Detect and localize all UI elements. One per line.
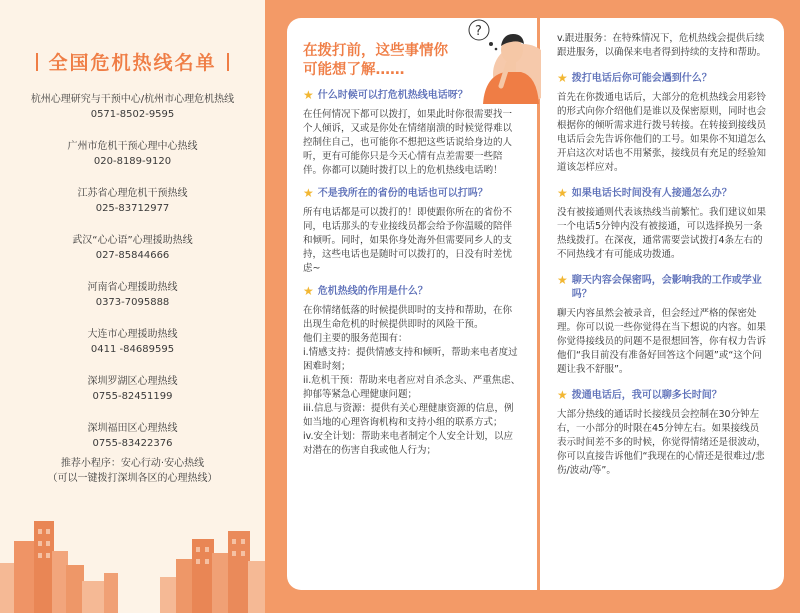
question-call-duration: [557, 389, 767, 403]
answer-hotline-purpose: 在你情绪低落的时候提供即时的支持和帮助，在你出现生命危机的时候提供即时的风险干预。: [303, 305, 513, 330]
hotline-name: 大连市心理援助热线: [87, 329, 178, 340]
hotline-phone: 0755-82451199: [92, 391, 173, 402]
hotline-item: [0, 327, 265, 357]
hotline-name: 深圳罗湖区心理热线: [87, 376, 178, 387]
hotline-list-title-text: 全国危机热线名单: [48, 52, 217, 74]
city-skyline-illustration: [0, 503, 265, 613]
star-icon: ★: [557, 71, 568, 85]
title-bar-left: [36, 53, 38, 71]
hotline-name: 深圳福田区心理热线: [87, 423, 178, 434]
left-column: [303, 24, 521, 458]
intro-heading: 在拨打前，这些事情你可能想了解……: [303, 43, 448, 78]
service-item: i.情感支持：提供情感支持和倾听，帮助来电者度过困难时刻；: [303, 347, 518, 372]
mini-program-name: 推荐小程序：安心行动·安心热线: [60, 458, 205, 469]
mini-program-note: [0, 456, 265, 486]
question-other-province-text: 不是我所在的省份的电话也可以打吗？: [317, 188, 488, 199]
star-icon: ★: [557, 273, 568, 287]
question-no-answer: [557, 187, 767, 201]
answer-call-duration: 大部分热线的通话时长接线员会控制在30分钟左右，一小部分的时限在45分钟左右。如果接线员表示时间差不多的时候，你觉得情绪还是很波动，你可以直接告诉他们“我现在的心情还是很难过/悲伤/波动/等”。: [557, 409, 767, 476]
hotline-item: [0, 374, 265, 404]
hotline-name: 杭州心理研究与干预中心/杭州市心理危机热线: [30, 94, 235, 105]
service-item: iv.安全计划：帮助来电者制定个人安全计划，以应对潜在的伤害自我或他人行为；: [303, 431, 514, 456]
mini-program-desc: （可以一键拨打深圳各区的心理热线）: [47, 473, 218, 484]
answer-other-province: 所有电话都是可以拨打的！即使跟你所在的省份不同，电话那头的专业接线员都会给予你温暖的陪伴和倾听。同时，如果你身处海外但需要同乡人的支持，这些电话也是随时可以拨打的，日没有时差忧虑~: [303, 207, 513, 274]
question-call-duration-text: 拨通电话后，我可以聊多长时间？: [571, 390, 722, 401]
hotline-name: 河南省心理援助热线: [87, 282, 178, 293]
hotline-phone: 0373-7095888: [95, 297, 170, 308]
hotline-list-panel: [0, 0, 265, 613]
hotline-item: [0, 139, 265, 169]
question-when-to-call-text: 什么时候可以打危机热线电话呀？: [317, 90, 468, 101]
hotline-item: [0, 421, 265, 451]
question-confidentiality: [557, 274, 767, 302]
hotline-list: [0, 92, 265, 468]
info-card: [287, 18, 784, 590]
hotline-name: 广州市危机干预心理中心热线: [67, 141, 198, 152]
thinking-person-illustration: [461, 18, 541, 104]
question-other-province: [303, 187, 521, 201]
question-confidentiality-text: 聊天内容会保密吗，会影响我的工作或学业吗？: [571, 275, 762, 300]
hotline-phone: 025-83712977: [95, 203, 170, 214]
hotline-item: [0, 233, 265, 263]
hotline-phone: 0755-83422376: [92, 438, 173, 449]
star-icon: ★: [303, 88, 314, 102]
question-what-to-expect: [557, 72, 767, 86]
question-no-answer-text: 如果电话长时间没有人接通怎么办？: [571, 188, 732, 199]
star-icon: ★: [303, 186, 314, 200]
hotline-list-title: [0, 48, 265, 75]
answer-what-to-expect: 首先在你拨通电话后，大部分的危机热线会用彩铃的形式向你介绍他们是谁以及保密原则，同时也会根据你的倾听需求进行拨号转接。在转接到接线员电话后会先告诉你他们的工号。如果你不知道怎么开启这次对话也不用紧张，接线员有充足的经验知道该怎样应对。: [557, 92, 767, 173]
hotline-item: [0, 92, 265, 122]
answer-when-to-call: 在任何情况下都可以拨打，如果此时你很需要找一个人倾诉，又或是你处在情绪崩溃的时候觉得难以控制住自己，也可能你不想把这些话说给身边的人听，更有可能你只是今天心情有点差需要一些陪伴。你都可以随时拨打以上的危机热线电话哟！: [303, 109, 513, 176]
star-icon: ★: [303, 284, 314, 298]
service-list-intro: 他们主要的服务范围有：: [303, 333, 408, 344]
hotline-item: [0, 280, 265, 310]
svg-text:?: ?: [475, 24, 482, 39]
service-item: iii.信息与资源：提供有关心理健康资源的信息，例如当地的心理咨询机构和支持小组的联系方式；: [303, 403, 514, 428]
answer-no-answer: 没有被接通则代表该热线当前繁忙。我们建议如果一个电话5分钟内没有被接通，可以选择换另一条热线拨打。在深夜，通常需要尝试拨打4条左右的不同热线才有可能成功拨通。: [557, 207, 767, 260]
hotline-name: 武汉“心心语”心理援助热线: [72, 235, 193, 246]
star-icon: ★: [557, 186, 568, 200]
right-column: [557, 32, 767, 478]
question-hotline-purpose-text: 危机热线的作用是什么？: [317, 286, 428, 297]
star-icon: ★: [557, 388, 568, 402]
answer-confidentiality: 聊天内容虽然会被录音，但会经过严格的保密处理。你可以说一些你觉得在当下想说的内容。如果你觉得接线员的问题不是很想回答，你有权力告诉他们“我目前没有准备好回答这个问题”或“这个问题让我不舒服”。: [557, 308, 767, 375]
orange-divider-strip: [265, 0, 287, 613]
title-bar-right: [227, 53, 229, 71]
question-hotline-purpose: [303, 285, 521, 299]
hotline-item: [0, 186, 265, 216]
hotline-phone: 0571-8502-9595: [90, 109, 175, 120]
hotline-phone: 0411 -84689595: [90, 344, 175, 355]
service-item: ii.危机干预：帮助来电者应对自杀念头、严重焦虑、抑郁等紧急心理健康问题；: [303, 375, 521, 400]
question-what-to-expect-text: 拨打电话后你可能会遇到什么？: [571, 73, 712, 84]
service-item: v.跟进服务：在特殊情况下，危机热线会提供后续跟进服务，以确保来电者得到持续的支持和帮助。: [557, 33, 767, 58]
hotline-name: 江苏省心理危机干预热线: [77, 188, 188, 199]
hotline-phone: 027-85844666: [95, 250, 170, 261]
hotline-phone: 020-8189-9120: [93, 156, 172, 167]
